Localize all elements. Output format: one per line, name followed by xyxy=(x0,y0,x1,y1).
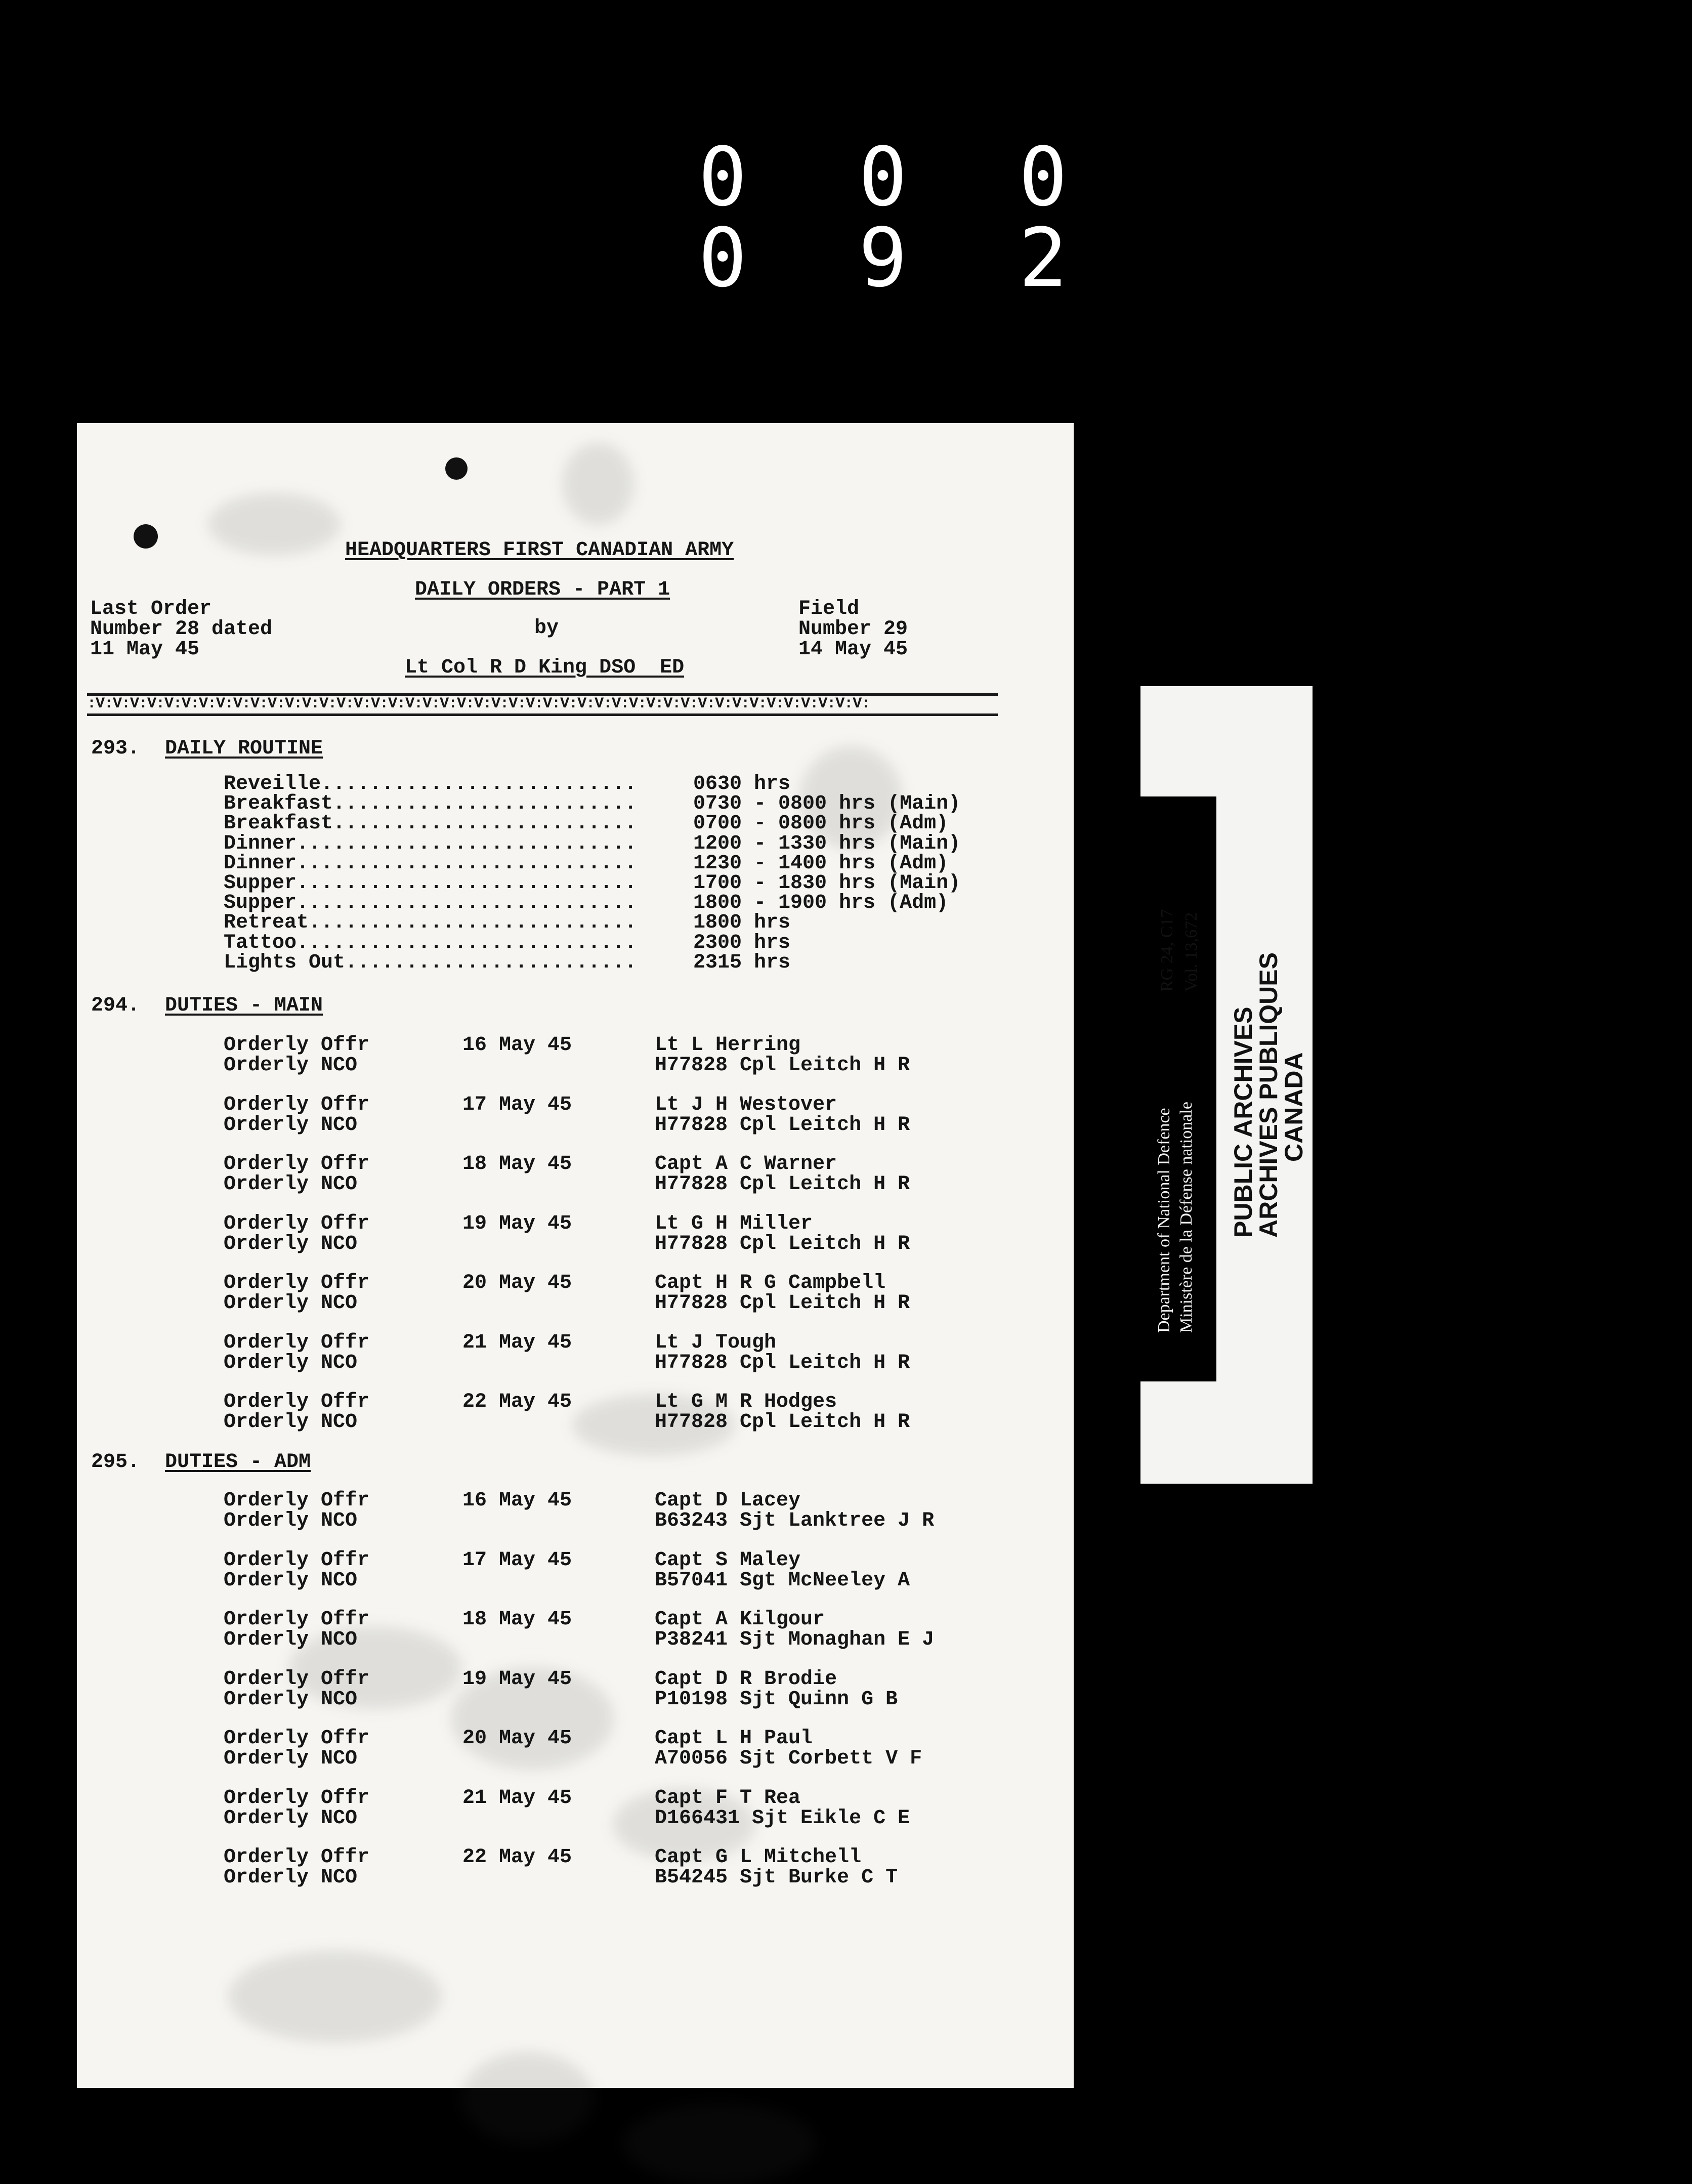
routine-item: Retreat........................... xyxy=(224,911,637,935)
duty-nco: D166431 Sjt Eikle C E xyxy=(655,1807,910,1830)
duty-nco: P10198 Sjt Quinn G B xyxy=(655,1688,898,1711)
routine-item: Reveille.......................... xyxy=(224,773,637,795)
duty-officer: Capt F T Rea xyxy=(655,1786,801,1810)
department-strip xyxy=(1135,796,1216,1381)
duty-officer: Capt S Maley xyxy=(655,1548,801,1572)
orderly-offr-label: Orderly Offr xyxy=(224,1608,370,1631)
routine-time: 0700 - 0800 hrs (Adm) xyxy=(693,812,949,835)
orderly-nco-label: Orderly NCO xyxy=(224,1351,358,1374)
frame-number: 0 0 0 0 9 2 xyxy=(698,130,1099,305)
duty-officer: Lt J H Westover xyxy=(655,1093,837,1116)
orderly-offr-label: Orderly Offr xyxy=(224,1727,370,1750)
duty-nco: H77828 Cpl Leitch H R xyxy=(655,1411,910,1434)
routine-title: DAILY ROUTINE xyxy=(165,737,323,760)
document-page xyxy=(77,423,1074,2088)
orderly-offr-label: Orderly Offr xyxy=(224,1034,370,1057)
duty-date: 17 May 45 xyxy=(462,1548,572,1572)
duty-officer: Lt G M R Hodges xyxy=(655,1391,837,1413)
duty-nco: H77828 Cpl Leitch H R xyxy=(655,1292,910,1315)
duty-date: 19 May 45 xyxy=(462,1667,572,1691)
orderly-nco-label: Orderly NCO xyxy=(224,1113,358,1137)
by-label: by xyxy=(534,617,559,640)
routine-item: Dinner............................ xyxy=(224,852,637,875)
field-line-3: 14 May 45 xyxy=(798,638,908,661)
orderly-nco-label: Orderly NCO xyxy=(224,1292,358,1315)
last-order-line-1: Last Order xyxy=(90,598,212,620)
department-fr: Ministère de la Défense nationale xyxy=(1177,1102,1196,1333)
orderly-nco-label: Orderly NCO xyxy=(224,1411,358,1434)
ink-blot xyxy=(445,457,468,480)
orderly-nco-label: Orderly NCO xyxy=(224,1628,358,1651)
routine-item: Breakfast......................... xyxy=(224,812,637,835)
orderly-offr-label: Orderly Offr xyxy=(224,1212,370,1235)
duty-nco: P38241 Sjt Monaghan E J xyxy=(655,1628,935,1651)
duty-officer: Capt A C Warner xyxy=(655,1153,837,1175)
duty-nco: H77828 Cpl Leitch H R xyxy=(655,1113,910,1137)
duty-date: 18 May 45 xyxy=(462,1153,572,1175)
border-bottom-rule xyxy=(87,713,998,716)
record-group: RG 24, C17 xyxy=(1158,909,1176,992)
orderly-offr-label: Orderly Offr xyxy=(224,1846,370,1869)
duty-officer: Capt A Kilgour xyxy=(655,1608,825,1631)
routine-item: Supper............................ xyxy=(224,892,637,915)
routine-time: 1800 - 1900 hrs (Adm) xyxy=(693,892,949,915)
duty-officer: Capt D Lacey xyxy=(655,1489,801,1512)
field-line-2: Number 29 xyxy=(798,618,908,641)
routine-time: 1200 - 1330 hrs (Main) xyxy=(693,832,961,855)
orderly-nco-label: Orderly NCO xyxy=(224,1866,358,1889)
last-order-line-3: 11 May 45 xyxy=(90,638,200,661)
orderly-offr-label: Orderly Offr xyxy=(224,1272,370,1294)
duty-nco: H77828 Cpl Leitch H R xyxy=(655,1232,910,1255)
orderly-nco-label: Orderly NCO xyxy=(224,1509,358,1532)
orderly-nco-label: Orderly NCO xyxy=(224,1232,358,1255)
field-line-1: Field xyxy=(798,598,860,620)
orderly-nco-label: Orderly NCO xyxy=(224,1807,358,1830)
document-author: Lt Col R D King DSO ED xyxy=(405,656,685,679)
document-title: HEADQUARTERS FIRST CANADIAN ARMY xyxy=(345,539,734,562)
duty-date: 20 May 45 xyxy=(462,1272,572,1294)
duty-nco: H77828 Cpl Leitch H R xyxy=(655,1054,910,1077)
duty-date: 22 May 45 xyxy=(462,1846,572,1869)
orderly-nco-label: Orderly NCO xyxy=(224,1569,358,1592)
orderly-offr-label: Orderly Offr xyxy=(224,1667,370,1691)
duty-nco: B57041 Sgt McNeeley A xyxy=(655,1569,910,1592)
duty-date: 16 May 45 xyxy=(462,1034,572,1057)
duty-officer: Capt G L Mitchell xyxy=(655,1846,862,1869)
duty-nco: H77828 Cpl Leitch H R xyxy=(655,1173,910,1196)
duty-nco: A70056 Sjt Corbett V F xyxy=(655,1747,922,1770)
duty-officer: Capt L H Paul xyxy=(655,1727,813,1750)
duty-officer: Capt H R G Campbell xyxy=(655,1272,886,1294)
duty-nco: B54245 Sjt Burke C T xyxy=(655,1866,898,1889)
routine-item: Lights Out........................ xyxy=(224,951,637,974)
duty-nco: B63243 Sjt Lanktree J R xyxy=(655,1509,935,1532)
routine-item: Supper............................ xyxy=(224,872,637,895)
orderly-nco-label: Orderly NCO xyxy=(224,1747,358,1770)
duty-date: 17 May 45 xyxy=(462,1093,572,1116)
last-order-line-2: Number 28 dated xyxy=(90,618,273,641)
duty-date: 21 May 45 xyxy=(462,1331,572,1354)
orderly-offr-label: Orderly Offr xyxy=(224,1548,370,1572)
orderly-offr-label: Orderly Offr xyxy=(224,1786,370,1810)
routine-time: 0730 - 0800 hrs (Main) xyxy=(693,792,961,816)
volume-number: Vol. 13,672 xyxy=(1182,912,1201,992)
archive-label-line-1: PUBLIC ARCHIVES xyxy=(1229,1006,1257,1238)
adm-title: DUTIES - ADM xyxy=(165,1451,311,1474)
punch-hole xyxy=(134,524,158,549)
duty-officer: Lt L Herring xyxy=(655,1034,801,1057)
department-en: Department of National Defence xyxy=(1155,1108,1173,1333)
orderly-offr-label: Orderly Offr xyxy=(224,1331,370,1354)
orderly-nco-label: Orderly NCO xyxy=(224,1173,358,1196)
duty-date: 20 May 45 xyxy=(462,1727,572,1750)
orderly-nco-label: Orderly NCO xyxy=(224,1054,358,1077)
border-pattern: :V:V:V:V:V:V:V:V:V:V:V:V:V:V:V:V:V:V:V:V:V:V:V:V:V:V:V:V:V:V:V:V:V:V:V:V:V:V:V:V:V:V:V:V:V: xyxy=(87,696,870,711)
archive-label-line-2: ARCHIVES PUBLIQUES xyxy=(1254,952,1283,1238)
routine-time: 1700 - 1830 hrs (Main) xyxy=(693,872,961,895)
duty-officer: Capt D R Brodie xyxy=(655,1667,837,1691)
main-title: DUTIES - MAIN xyxy=(165,994,323,1017)
routine-number: 293. xyxy=(91,737,140,760)
duty-nco: H77828 Cpl Leitch H R xyxy=(655,1351,910,1374)
duty-date: 21 May 45 xyxy=(462,1786,572,1810)
document-subtitle: DAILY ORDERS - PART 1 xyxy=(415,578,670,601)
routine-item: Tattoo............................ xyxy=(224,931,637,954)
orderly-nco-label: Orderly NCO xyxy=(224,1688,358,1711)
routine-time: 2315 hrs xyxy=(693,951,791,974)
duty-date: 16 May 45 xyxy=(462,1489,572,1512)
routine-item: Breakfast......................... xyxy=(224,792,637,816)
duty-date: 19 May 45 xyxy=(462,1212,572,1235)
routine-time: 2300 hrs xyxy=(693,931,791,954)
duty-date: 18 May 45 xyxy=(462,1608,572,1631)
routine-time: 1230 - 1400 hrs (Adm) xyxy=(693,852,949,875)
orderly-offr-label: Orderly Offr xyxy=(224,1093,370,1116)
orderly-offr-label: Orderly Offr xyxy=(224,1489,370,1512)
routine-item: Dinner............................ xyxy=(224,832,637,855)
orderly-offr-label: Orderly Offr xyxy=(224,1391,370,1413)
duty-officer: Lt J Tough xyxy=(655,1331,777,1354)
routine-time: 0630 hrs xyxy=(693,773,791,795)
duty-officer: Lt G H Miller xyxy=(655,1212,813,1235)
adm-number: 295. xyxy=(91,1451,140,1474)
duty-date: 22 May 45 xyxy=(462,1391,572,1413)
orderly-offr-label: Orderly Offr xyxy=(224,1153,370,1175)
routine-time: 1800 hrs xyxy=(693,911,791,935)
archive-label-line-3: CANADA xyxy=(1280,1052,1308,1162)
main-number: 294. xyxy=(91,994,140,1017)
border-top-rule xyxy=(87,693,998,696)
